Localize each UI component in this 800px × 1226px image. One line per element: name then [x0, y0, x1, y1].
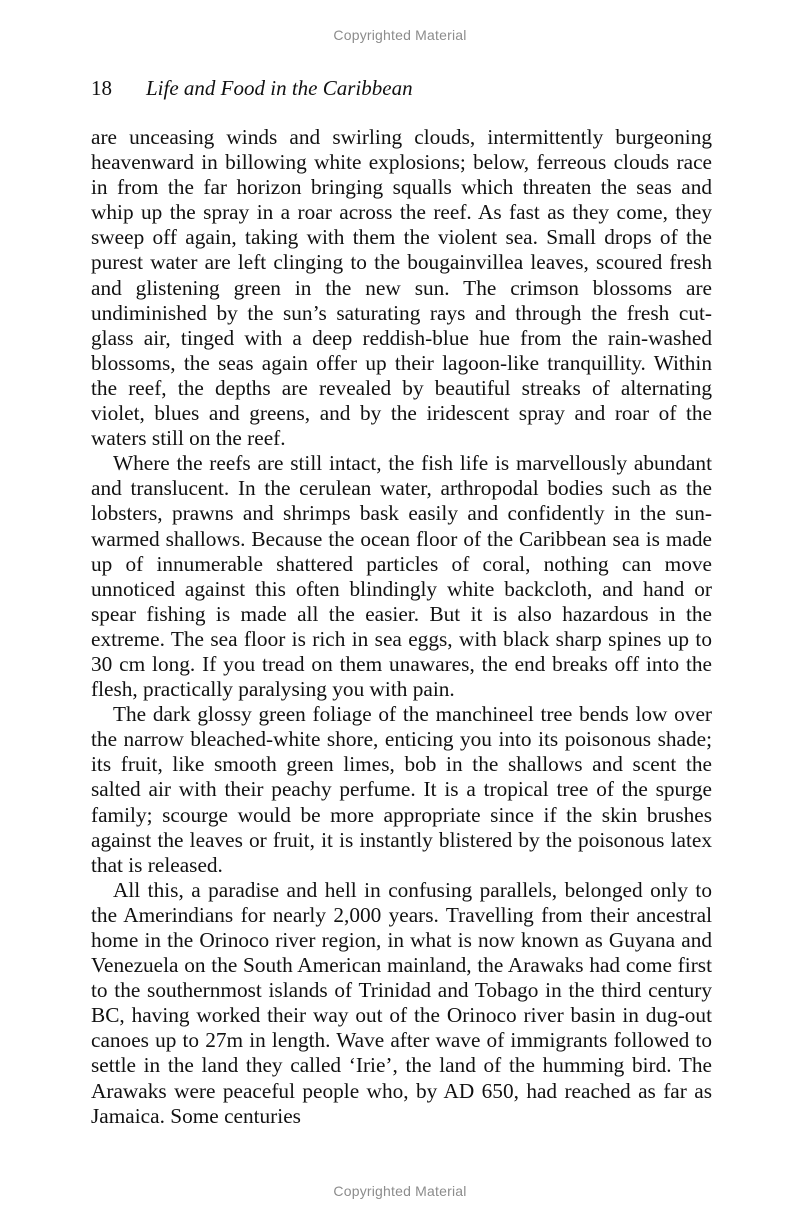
running-head — [91, 74, 413, 102]
body-text — [91, 125, 712, 1129]
paragraph-2: Where the reefs are still intact, the fish life is marvellously abundant and translucent. In the cerulean water, arthropodal bodies such as the lobsters, prawns and shrimps bask easily and confidently in the sun-warmed shallows. Because the ocean floor of the Caribbean sea is made up of innumerable shattered particles of coral, nothing can move unnoticed against this often blindingly white backcloth, and hand or spear fishing is made all the easier. But it is also hazardous in the extreme. The sea floor is rich in sea eggs, with black sharp spines up to 30 cm long. If you tread on them unawares, the end breaks off into the flesh, practically paralysing you with pain. — [91, 451, 712, 702]
paragraph-4: All this, a paradise and hell in confusing parallels, belonged only to the Amerindians for nearly 2,000 years. Travelling from their ancestral home in the Orinoco river region, in what is now known as Guyana and Venezuela on the South American mainland, the Arawaks had come first to the southernmost islands of Trinidad and Tobago in the third century BC, having worked their way out of the Orinoco river basin in dug-out canoes up to 27m in length. Wave after wave of immigrants followed to settle in the land they called ‘Irie’, the land of the humming bird. The Arawaks were peaceful people who, by AD 650, had reached as far as Jamaica. Some centuries — [91, 877, 712, 1128]
copyright-watermark-bottom: Copyrighted Material — [333, 1183, 467, 1199]
book-title: Life and Food in the Caribbean — [146, 76, 413, 100]
paragraph-3: The dark glossy green foliage of the manchineel tree bends low over the narrow bleached-white shore, enticing you into its poisonous shade; its fruit, like smooth green limes, bob in the shallows and scent the salted air with their peachy perfume. It is a tropical tree of the spurge family; scourge would be more appropriate since if the skin brushes against the leaves or fruit, it is instantly blistered by the poisonous latex that is released. — [91, 702, 712, 877]
copyright-watermark-top: Copyrighted Material — [333, 27, 467, 43]
page-number: 18 — [91, 76, 112, 100]
paragraph-1: are unceasing winds and swirling clouds, intermittently burgeoning heavenward in billowing white explosions; below, ferreous clouds race in from the far horizon bringing squalls which threaten the seas and whip up the spray in a roar across the reef. As fast as they come, they sweep off again, taking with them the violent sea. Small drops of the purest water are left clinging to the bougainvillea leaves, scoured fresh and glistening green in the new sun. The crimson blossoms are undiminished by the sun’s saturating rays and through the fresh cut-glass air, tinged with a deep reddish-blue hue from the rain-washed blossoms, the seas again offer up their lagoon-like tranquillity. Within the reef, the depths are revealed by beautiful streaks of alternating violet, blues and greens, and by the iridescent spray and roar of the waters still on the reef. — [91, 125, 712, 451]
